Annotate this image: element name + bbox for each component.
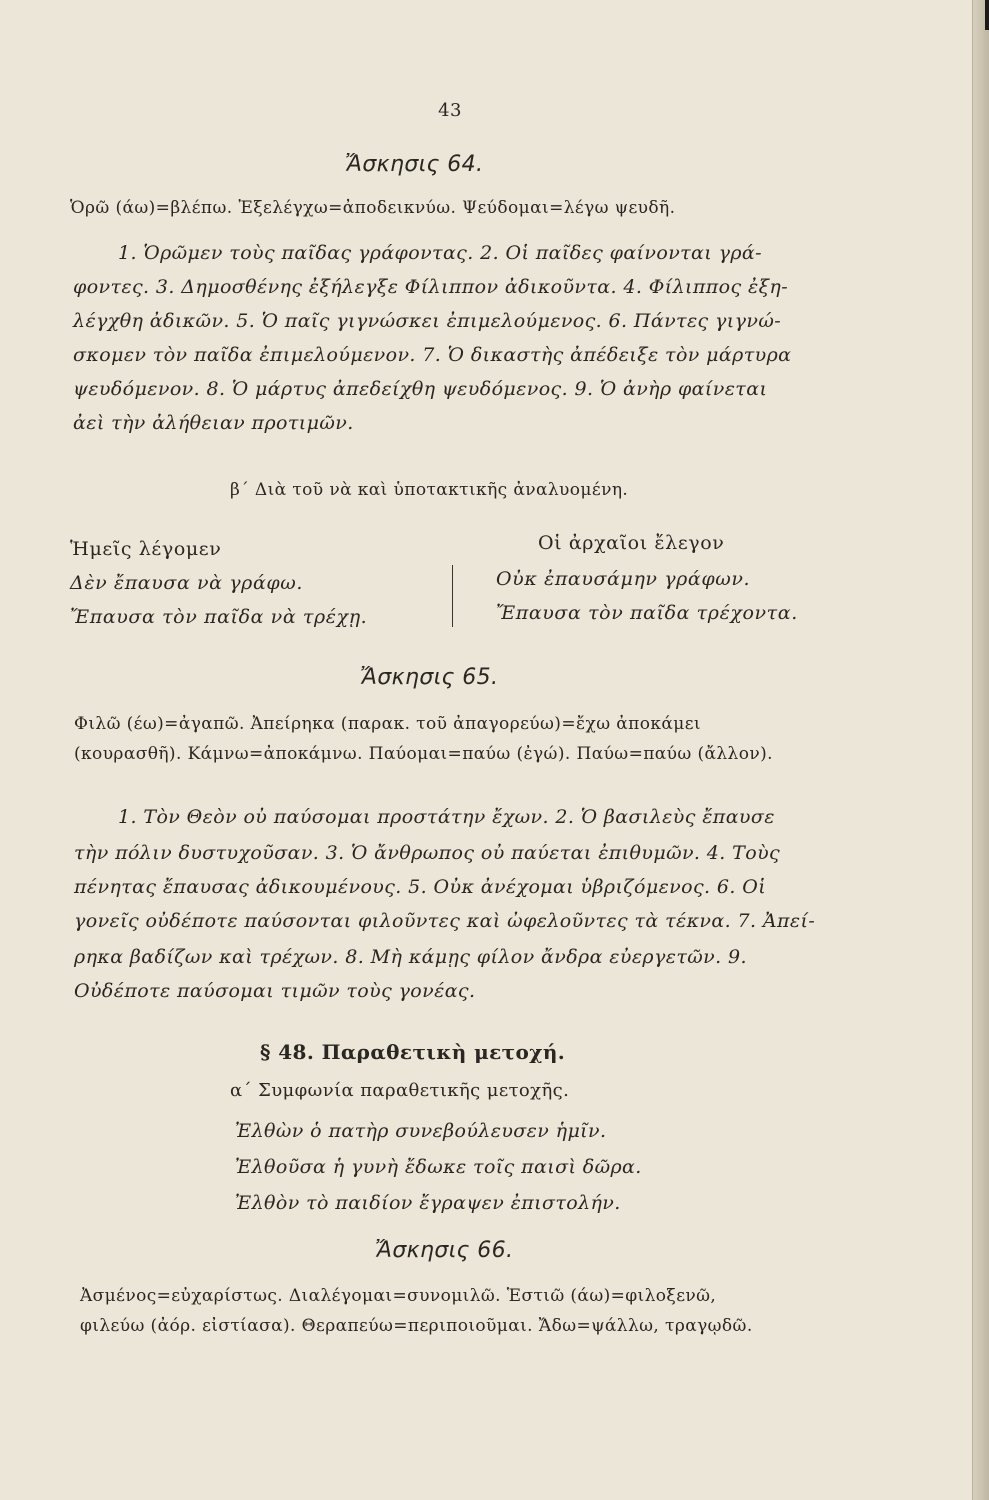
- right-column-line-2: Οὐκ ἐπαυσάμην γράφων.: [496, 568, 751, 590]
- exercise-64-title: Ἄσκησις 64.: [345, 152, 484, 177]
- exercise-65-line-1: 1. Τὸν Θεὸν οὐ παύσομαι προστάτην ἔχων. 2. Ὁ βασιλεὺς ἔπαυσε: [118, 806, 775, 828]
- exercise-65-title: Ἄσκησις 65.: [360, 665, 499, 690]
- exercise-66-vocab-2: φιλεύω (ἀόρ. εἰστίασα). Θεραπεύω=περιποιοῦμαι. Ἄδω=ψάλλω, τραγῳδῶ.: [80, 1316, 753, 1336]
- section-48-title: § 48. Παραθετικὴ μετοχή.: [260, 1040, 566, 1064]
- section-48-line-1: Ἐλθὼν ὁ πατὴρ συνεβούλευσεν ἡμῖν.: [235, 1120, 607, 1142]
- exercise-65-line-5: ρηκα βαδίζων καὶ τρέχων. 8. Μὴ κάμῃς φίλον ἄνδρα εὐεργετῶν. 9.: [74, 946, 747, 968]
- page-corner: [985, 0, 989, 30]
- exercise-64-subheading: β΄ Διὰ τοῦ νὰ καὶ ὑποτακτικῆς ἀναλυομένη.: [230, 480, 629, 500]
- exercise-65-line-4: γονεῖς οὐδέποτε παύσονται φιλοῦντες καὶ ὠφελοῦντες τὰ τέκνα. 7. Ἀπεί-: [74, 910, 816, 932]
- exercise-65-line-3: πένητας ἔπαυσας ἀδικουμένους. 5. Οὐκ ἀνέχομαι ὑβριζόμενος. 6. Οἱ: [74, 876, 767, 898]
- exercise-65-vocab-2: (κουρασθῆ). Κάμνω=ἀποκάμνω. Παύομαι=παύω (ἐγώ). Παύω=παύω (ἄλλον).: [74, 744, 773, 764]
- exercise-65-line-2: τὴν πόλιν δυστυχοῦσαν. 3. Ὁ ἄνθρωπος οὐ παύεται ἐπιθυμῶν. 4. Τοὺς: [74, 842, 781, 864]
- left-column-line-3: Ἔπαυσα τὸν παῖδα νὰ τρέχῃ.: [70, 606, 368, 628]
- exercise-64-line-1: 1. Ὁρῶμεν τοὺς παῖδας γράφοντας. 2. Οἱ παῖδες φαίνονται γρά-: [118, 242, 762, 264]
- exercise-64-line-3: λέγχθη ἀδικῶν. 5. Ὁ παῖς γιγνώσκει ἐπιμελούμενος. 6. Πάντες γιγνώ-: [73, 310, 782, 332]
- exercise-64-line-6: ἀεὶ τὴν ἀλήθειαν προτιμῶν.: [73, 412, 354, 434]
- page-number: 43: [438, 100, 462, 121]
- page-edge: [972, 0, 989, 1500]
- exercise-65-line-6: Οὐδέποτε παύσομαι τιμῶν τοὺς γονέας.: [74, 980, 476, 1002]
- section-48-line-3: Ἐλθὸν τὸ παιδίον ἔγραψεν ἐπιστολήν.: [235, 1192, 621, 1214]
- exercise-64-line-4: σκομεν τὸν παῖδα ἐπιμελούμενον. 7. Ὁ δικαστὴς ἀπέδειξε τὸν μάρτυρα: [73, 344, 792, 366]
- exercise-66-title: Ἄσκησις 66.: [375, 1238, 514, 1263]
- right-column-line-3: Ἔπαυσα τὸν παῖδα τρέχοντα.: [496, 602, 798, 624]
- section-48-subheading: α΄ Συμφωνία παραθετικῆς μετοχῆς.: [230, 1080, 570, 1101]
- section-48-line-2: Ἐλθοῦσα ἡ γυνὴ ἔδωκε τοῖς παισὶ δῶρα.: [235, 1156, 642, 1178]
- exercise-64-vocab: Ὁρῶ (άω)=βλέπω. Ἐξελέγχω=ἀποδεικνύω. Ψεύδομαι=λέγω ψευδῆ.: [70, 198, 676, 218]
- column-divider: [452, 565, 453, 627]
- exercise-65-vocab-1: Φιλῶ (έω)=ἀγαπῶ. Ἀπείρηκα (παρακ. τοῦ ἀπαγορεύω)=ἔχω ἀποκάμει: [74, 714, 701, 734]
- exercise-66-vocab-1: Ἀσμένος=εὐχαρίστως. Διαλέγομαι=συνομιλῶ. Ἑστιῶ (άω)=φιλοξενῶ,: [80, 1286, 717, 1306]
- left-column-line-1: Ἡμεῖς λέγομεν: [70, 538, 222, 560]
- exercise-64-line-5: ψευδόμενον. 8. Ὁ μάρτυς ἀπεδείχθη ψευδόμενος. 9. Ὁ ἀνὴρ φαίνεται: [73, 378, 768, 400]
- right-column-line-1: Οἱ ἀρχαῖοι ἔλεγον: [538, 532, 725, 554]
- left-column-line-2: Δὲν ἔπαυσα νὰ γράφω.: [70, 572, 304, 594]
- exercise-64-line-2: φοντες. 3. Δημοσθένης ἐξήλεγξε Φίλιππον ἀδικοῦντα. 4. Φίλιππος ἐξη-: [73, 276, 789, 298]
